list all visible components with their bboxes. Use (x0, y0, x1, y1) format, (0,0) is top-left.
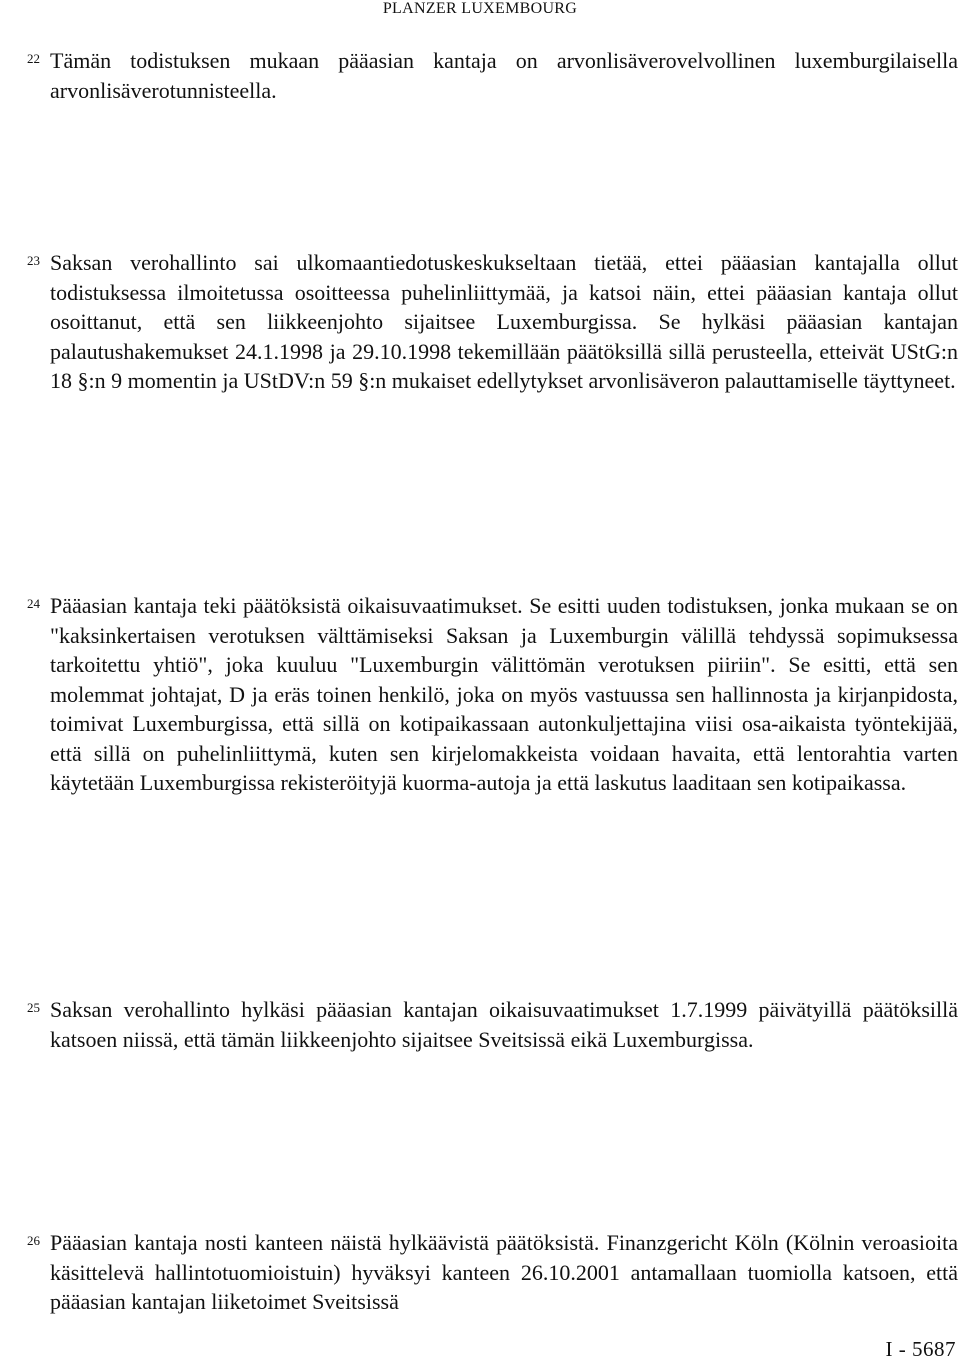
paragraph-text: Pääasian kantaja nosti kanteen näistä hylkäävistä päätöksistä. Finanzgericht Köln (Kölnin veroasioita käsittelevä hallintotuomioistuin) hyväksyi kanteen 26.10.2001 antamallaan tuomiolla katsoen, että pääasian kantajan liiketoimet Sveitsissä (50, 1230, 958, 1314)
paragraph-text: Saksan verohallinto hylkäsi pääasian kantajan oikaisuvaatimukset 1.7.1999 päivätyillä päätöksillä katsoen niissä, että tämän liikkeenjohto sijaitsee Sveitsissä eikä Luxemburgissa. (50, 997, 958, 1052)
paragraph-number: 24 (27, 596, 40, 611)
running-header: PLANZER LUXEMBOURG (382, 0, 578, 17)
paragraph-text: Saksan verohallinto sai ulkomaantiedotuskeskukseltaan tietää, ettei pääasian kantajalla ollut todistuksessa ilmoitetussa osoitteessa puhelinliittymää, ja katsoi näin, ettei pääasian kantaja ollut osoittanut, että sen liikkeenjohto sijaitsee Luxemburgissa. Se hylkäsi pääasian kantajan palautushakemukset 24.1.1998 ja 29.10.1998 tekemillään päätöksillä sillä perusteella, etteivät UStG:n 18 §:n 9 momentin ja UStDV:n 59 §:n mukaiset edellytykset arvonlisäveron palauttamiselle täyttyneet. (50, 250, 958, 393)
paragraph-number: 23 (27, 253, 40, 268)
paragraph-number: 25 (27, 1000, 40, 1015)
page-number: I - 5687 (885, 1337, 956, 1361)
paragraph-text: Pääasian kantaja teki päätöksistä oikaisuvaatimukset. Se esitti uuden todistuksen, jonka mukaan se on "kaksinkertaisen verotuksen välttämiseksi Saksan ja Luxemburgin välillä tehdyssä sopimuksessa tarkoitettu yhtiö", joka kuuluu "Luxemburgin välittömän verotuksen piiriin". Se esitti, että sen molemmat johtajat, D ja eräs toinen henkilö, joka on myös vastuussa sen hallinnosta ja kirjanpidosta, toimivat Luxemburgissa, että sillä on kotipaikassaan autonkuljettajina viisi osa-aikaista työntekijää, että sillä on puhelinliittymä, kuten sen kirjelomakkeista voidaan havaita, että lentorahtia varten käytetään Luxemburgissa rekisteröityjä kuorma-autoja ja että laskutus laaditaan sen kotipaikassa. (50, 593, 958, 795)
paragraph-number: 26 (27, 1233, 40, 1248)
paragraph-text: Tämän todistuksen mukaan pääasian kantaja on arvonlisäverovelvollinen luxemburgilaisella arvonlisäverotunnisteella. (50, 48, 958, 103)
paragraph-number: 22 (27, 51, 40, 66)
